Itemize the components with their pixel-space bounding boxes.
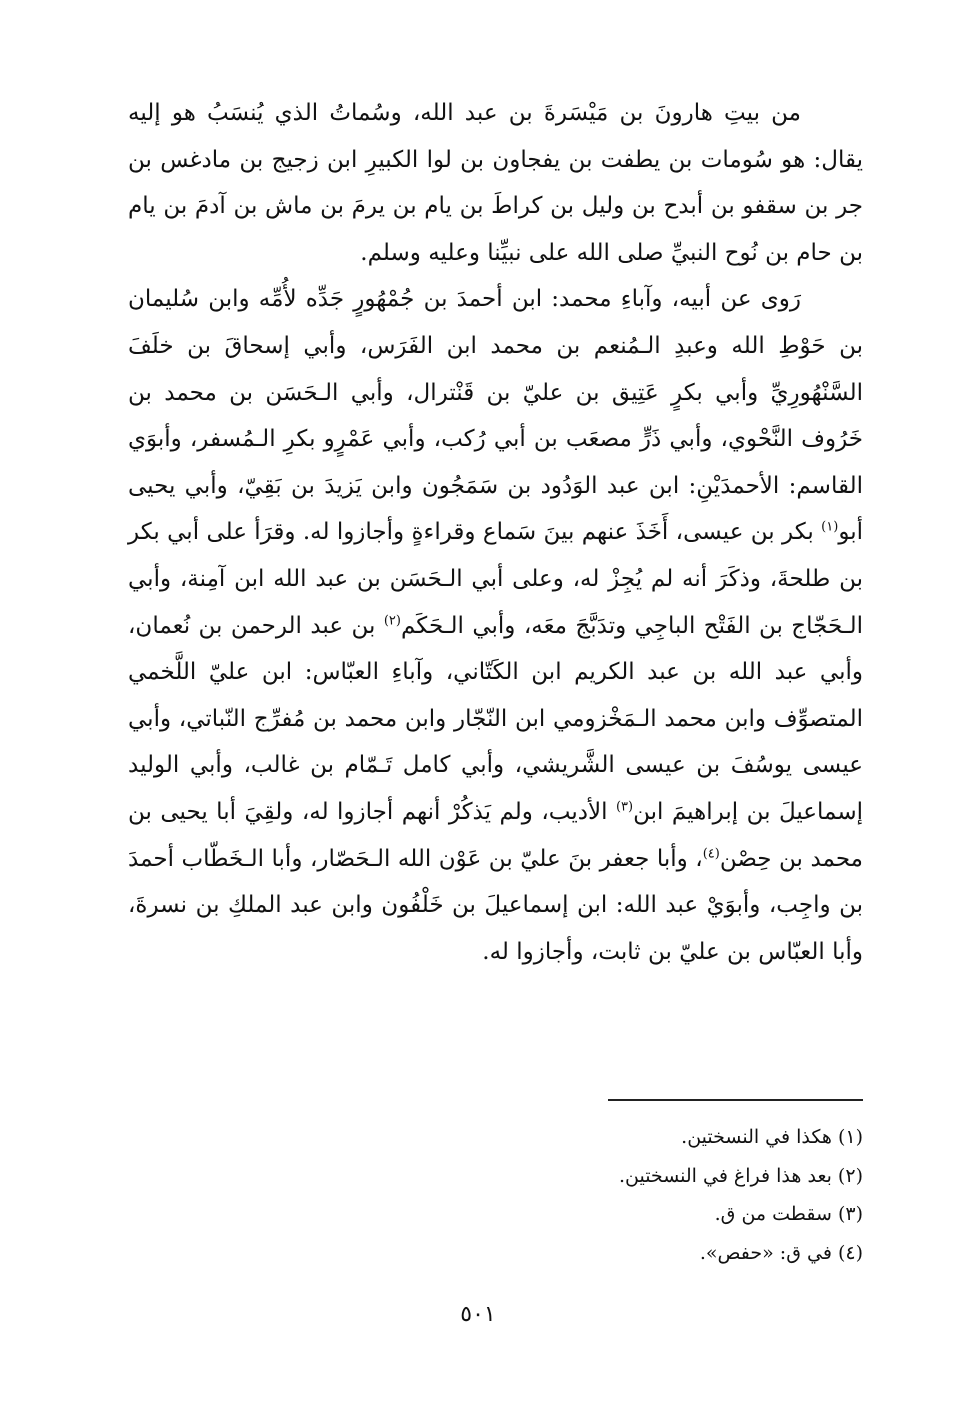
main-text — [128, 90, 863, 975]
footnote-divider — [608, 1099, 863, 1101]
paragraph-1 — [128, 90, 863, 276]
footnote-ref-4[interactable]: (٤) — [702, 845, 720, 861]
paragraph-2 — [128, 276, 863, 975]
paragraph-1-text: من بيتِ هارونَ بن مَيْسَرةَ بن عبد الله، وسُماتُ الذي يُنسَبُ هو إليه يقال: هو سُومات بن يطفت بن يفجاون بن لوا الكبيرِ ابن زجيج بن مادغس بن جر بن سقفو بن أبدح بن وليل بن كراطَ بن يام بن يرمَ بن ماش بن آدمَ بن يام بن حام بن نُوح النبيِّ صلى الله على نبيِّنا وعليه وسلم. — [128, 100, 863, 266]
footnote-1: (١) هكذا في النسختين. — [681, 1126, 863, 1148]
footnote-2: (٢) بعد هذا فراغ في النسختين. — [618, 1164, 863, 1187]
paragraph-2-text-b: بكر بن عيسى، أَخَذَ عنهم بينَ سَماع وقراءةٍ وأجازوا له. وقرَأ على أبي بكر بن طلحةَ، وذكَرَ أنه لم يُجِزْ له، وعلى أبي الـحَسَن بن عبد الله ابن آمِنة، وأبي الـحَجّاج بن الفَتْح الباجِي وتدَبَّجَ معَه، وأبي الـحَكَم — [128, 519, 863, 639]
paragraph-2-text-e: ، وأبا جعفر بنَ عليّ بن عَوْن الله الـحَصّار، وأبا الـخَطّاب أحمدَ بن واجِب، وأبوَيْ عبد الله: ابن إسماعيلَ بن خَلْفُون وابن عبد الملكِ بن نسرةَ، وأبا العبّاس بن عليّ بن ثابت، وأجازوا له. — [128, 845, 863, 965]
page-number: ٥٠١ — [460, 1302, 496, 1327]
paragraph-2-text-d: الأديب، ولم يَذكُرْ أنهم أجازوا له، ولقِيَ أبا يحيى بن محمد بن حِصْن — [128, 798, 863, 872]
paragraph-2-text-a: رَوى عن أبيه، وآباءِ محمد: ابن أحمدَ بن جُمْهُورٍ جَدِّه لأُمِّه وابن سُليمان بن حَوْطِ الله وعبدِ الـمُنعم بن محمد ابن الفَرَس، وأبي إسحاقَ بن خلَفَ السَّنْهُورِيِّ وأبي بكرٍ عَتِيق بن عليّ بن قَنْترال، وأبي الـحَسَن بن محمد بن خَرُوف النَّحْوي، وأبي ذَرٍّ مصعَب بن أبي رُكب، وأبي عَمْرٍو بكرِ الـمُسفر، وأبوَي القاسم: الأحمدَيْنِ: ابن عبد الوَدُود بن سَمَجُون وابن يَزيدَ بن بَقِيّ، وأبي يحيى أبو — [128, 286, 863, 546]
footnotes — [400, 1118, 863, 1272]
paragraph-2-text-c: بن عبد الرحمن بن نُعمان، وأبي عبد الله بن عبد الكريم ابن الكَتّاني، وآباءِ العبّاس: ابن عليّ اللَّخمي المتصوِّف وابن محمد الـمَخْزومي ابن النّجّار وابن محمد بن مُفرِّج النّباتي، وأبي عيسى يوسُفَ بن عيسى الشَّريشي، وأبي كامل تَـمّام بن غالب، وأبي الوليد إسماعيلَ بن إبراهيمَ ابن — [128, 612, 863, 825]
footnote-3: (٣) سقطت من ق. — [714, 1203, 863, 1225]
footnote-ref-2[interactable]: (٢) — [383, 612, 401, 628]
footnote-4: (٤) في ق: «حفص». — [699, 1241, 863, 1264]
footnote-ref-3[interactable]: (٣) — [615, 799, 634, 815]
footnote-ref-1[interactable]: (١) — [821, 519, 839, 535]
